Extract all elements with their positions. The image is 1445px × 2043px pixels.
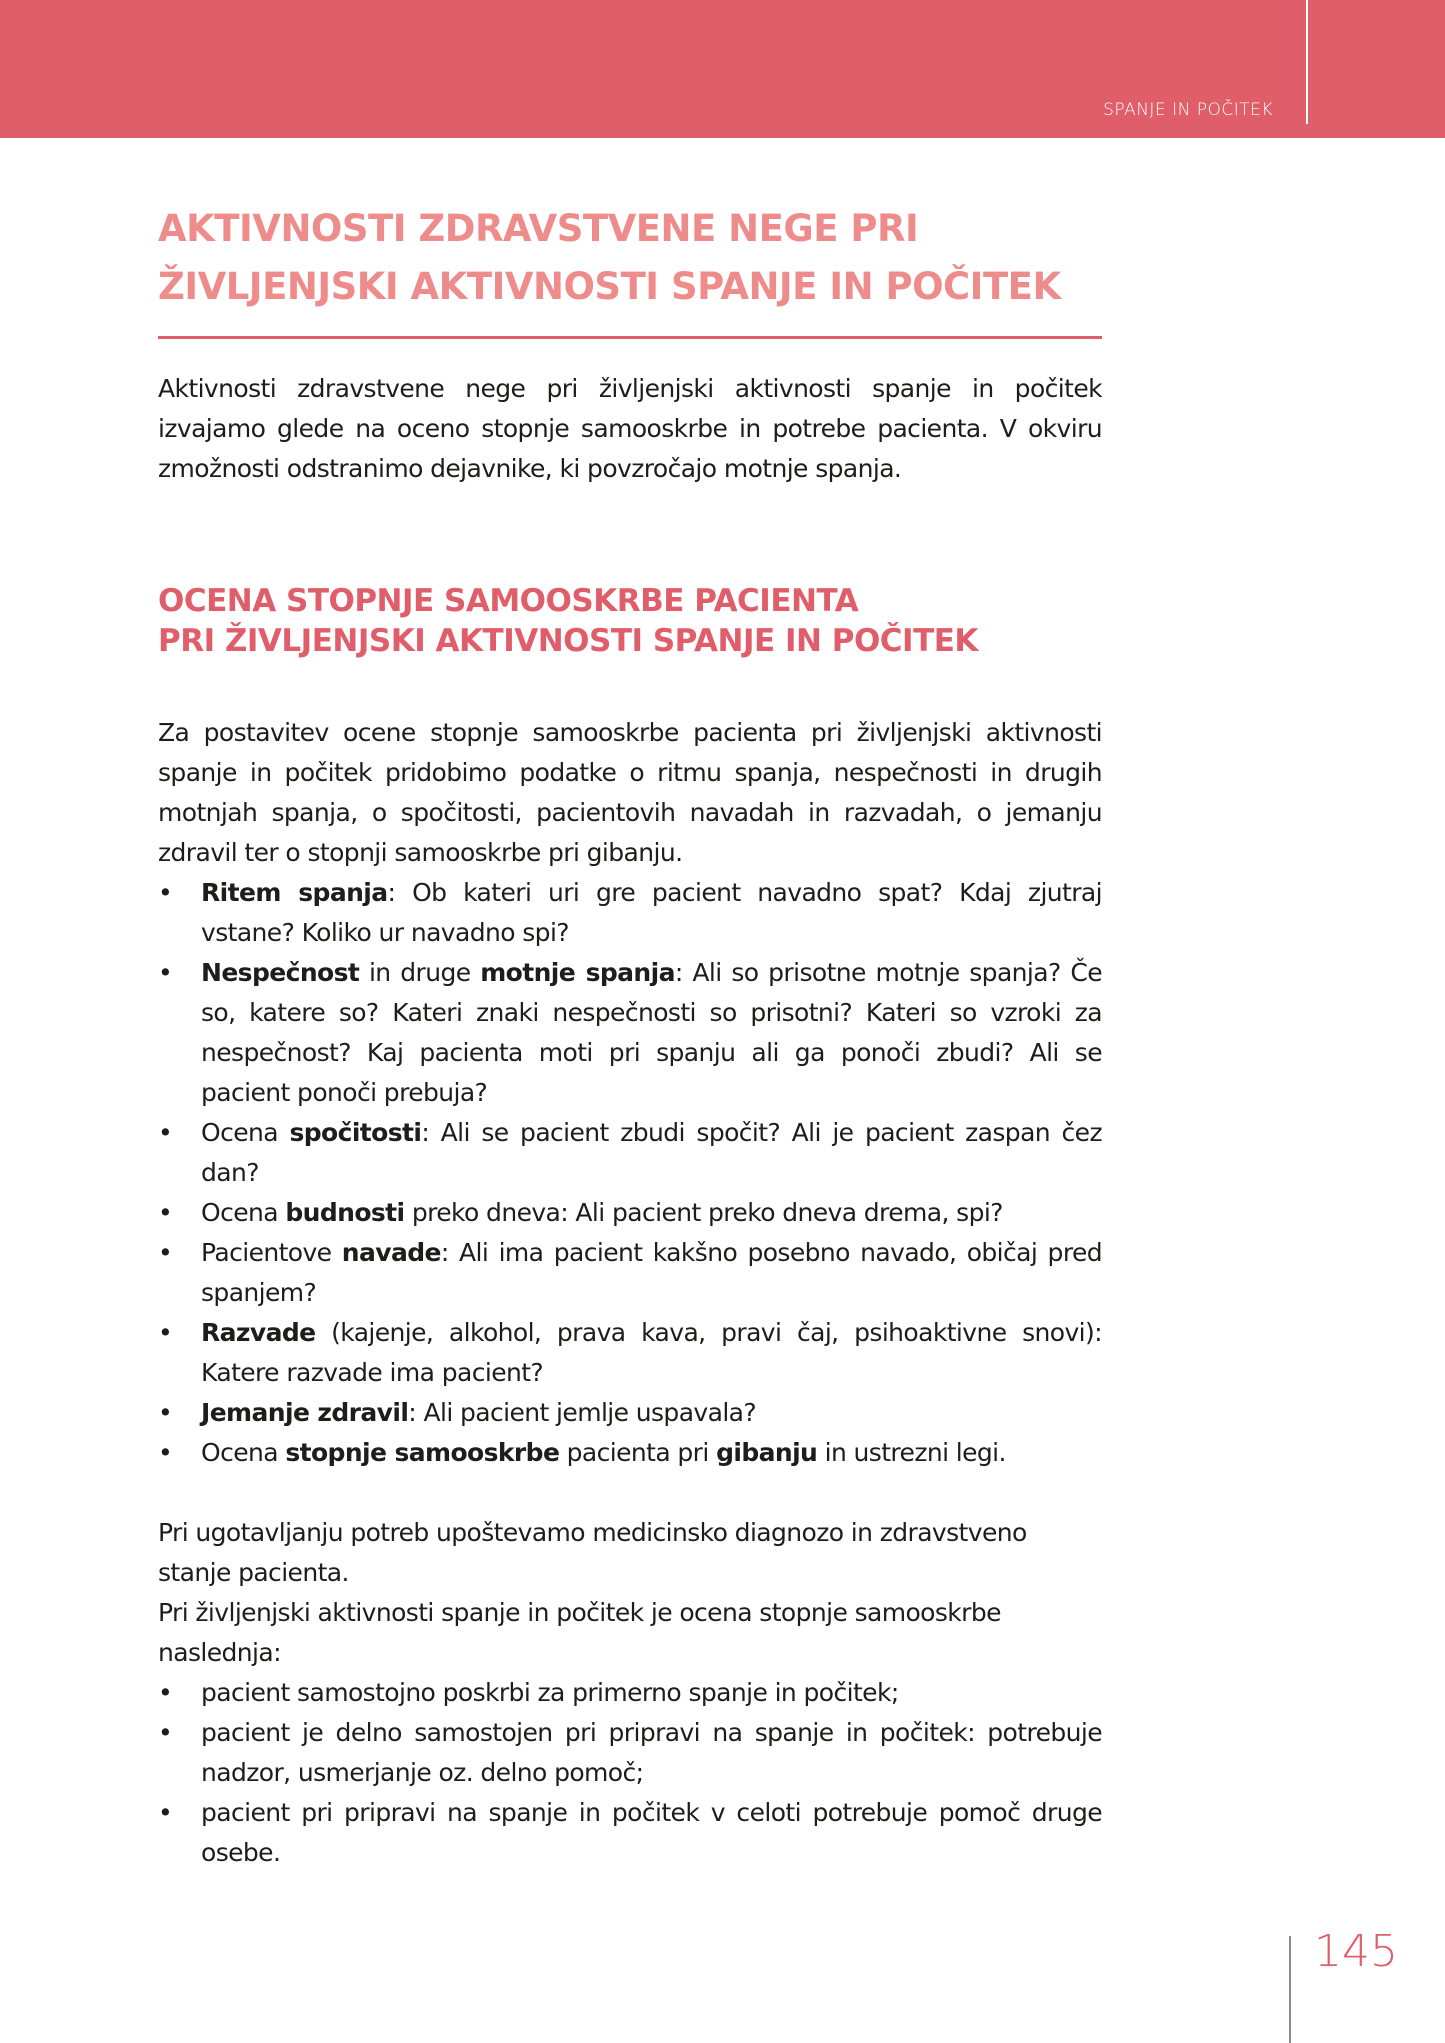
section-heading-line-2: PRI ŽIVLJENJSKI AKTIVNOSTI SPANJE IN POČITEK [158, 623, 978, 659]
page-number-rule [1289, 1936, 1291, 2043]
bullet-icon: • [158, 1438, 173, 1467]
assessment-list [158, 873, 1102, 1473]
bullet-icon: • [158, 1798, 173, 1827]
header-divider [1306, 0, 1308, 124]
bullet-icon: • [158, 1118, 173, 1147]
title-underline [158, 336, 1102, 339]
bullet-icon: • [158, 1718, 173, 1747]
levels-intro-paragraph: Pri življenjski aktivnosti spanje in počitek je ocena stopnje samooskrbe naslednja: [158, 1598, 1001, 1667]
list-item: • Ocena budnosti preko dneva: Ali pacient preko dneva drema, spi? [158, 1193, 1102, 1233]
bullet-icon: • [158, 958, 173, 987]
list-item: • pacient samostojno poskrbi za primerno spanje in počitek; [158, 1673, 1102, 1713]
bullet-icon: • [158, 1198, 173, 1227]
page-number: 145 [1314, 1926, 1398, 1977]
bullet-icon: • [158, 878, 173, 907]
list-item: • pacient pri pripravi na spanje in počitek v celoti potrebuje pomoč druge osebe. [158, 1793, 1102, 1873]
self-care-levels-list [158, 1673, 1102, 1873]
section-lead-paragraph: Za postavitev ocene stopnje samooskrbe pacienta pri življenjski aktivnosti spanje in počitek pridobimo podatke o ritmu spanja, nespečnosti in drugih motnjah spanja, o spočitosti, pacientovih navadah in razvadah, o jemanju zdravil ter o stopnji samooskrbe pri gibanju. [158, 718, 1102, 867]
list-item: • Nespečnost in druge motnje spanja: Ali so prisotne motnje spanja? Če so, katere so? Kateri znaki nespečnosti so prisotni? Kateri so vzroki za nespečnost? Kaj pacienta moti pri spanju ali ga ponoči zbudi? Ali se pacient ponoči prebuja? [158, 953, 1102, 1113]
needs-paragraph: Pri ugotavljanju potreb upoštevamo medicinsko diagnozo in zdravstveno stanje pacienta. [158, 1518, 1027, 1587]
page-title-line-2: ŽIVLJENJSKI AKTIVNOSTI SPANJE IN POČITEK [158, 265, 1061, 308]
bullet-icon: • [158, 1398, 173, 1427]
list-item: • Razvade (kajenje, alkohol, prava kava, pravi čaj, psihoaktivne snovi): Katere razvade ima pacient? [158, 1313, 1102, 1393]
list-item: • Ocena spočitosti: Ali se pacient zbudi spočit? Ali je pacient zaspan čez dan? [158, 1113, 1102, 1193]
page-content [158, 200, 1102, 1873]
list-item: • Pacientove navade: Ali ima pacient kakšno posebno navado, običaj pred spanjem? [158, 1233, 1102, 1313]
list-item: • Jemanje zdravil: Ali pacient jemlje uspavala? [158, 1393, 1102, 1433]
page-title-line-1: AKTIVNOSTI ZDRAVSTVENE NEGE PRI [158, 207, 919, 250]
bullet-icon: • [158, 1238, 173, 1267]
section-heading [158, 581, 1102, 661]
page-title [158, 200, 1102, 316]
intro-paragraph: Aktivnosti zdravstvene nege pri življenjski aktivnosti spanje in počitek izvajamo glede na oceno stopnje samooskrbe in potrebe pacienta. V okviru zmožnosti odstranimo dejavnike, ki povzročajo motnje spanja. [158, 374, 1102, 483]
list-item: • Ocena stopnje samooskrbe pacienta pri gibanju in ustrezni legi. [158, 1433, 1102, 1473]
bullet-icon: • [158, 1678, 173, 1707]
bullet-icon: • [158, 1318, 173, 1347]
list-item: • pacient je delno samostojen pri pripravi na spanje in počitek: potrebuje nadzor, usmerjanje oz. delno pomoč; [158, 1713, 1102, 1793]
section-heading-line-1: OCENA STOPNJE SAMOOSKRBE PACIENTA [158, 583, 859, 619]
running-head: SPANJE IN POČITEK [1103, 100, 1273, 120]
list-item: • Ritem spanja: Ob kateri uri gre pacient navadno spat? Kdaj zjutraj vstane? Koliko ur navadno spi? [158, 873, 1102, 953]
